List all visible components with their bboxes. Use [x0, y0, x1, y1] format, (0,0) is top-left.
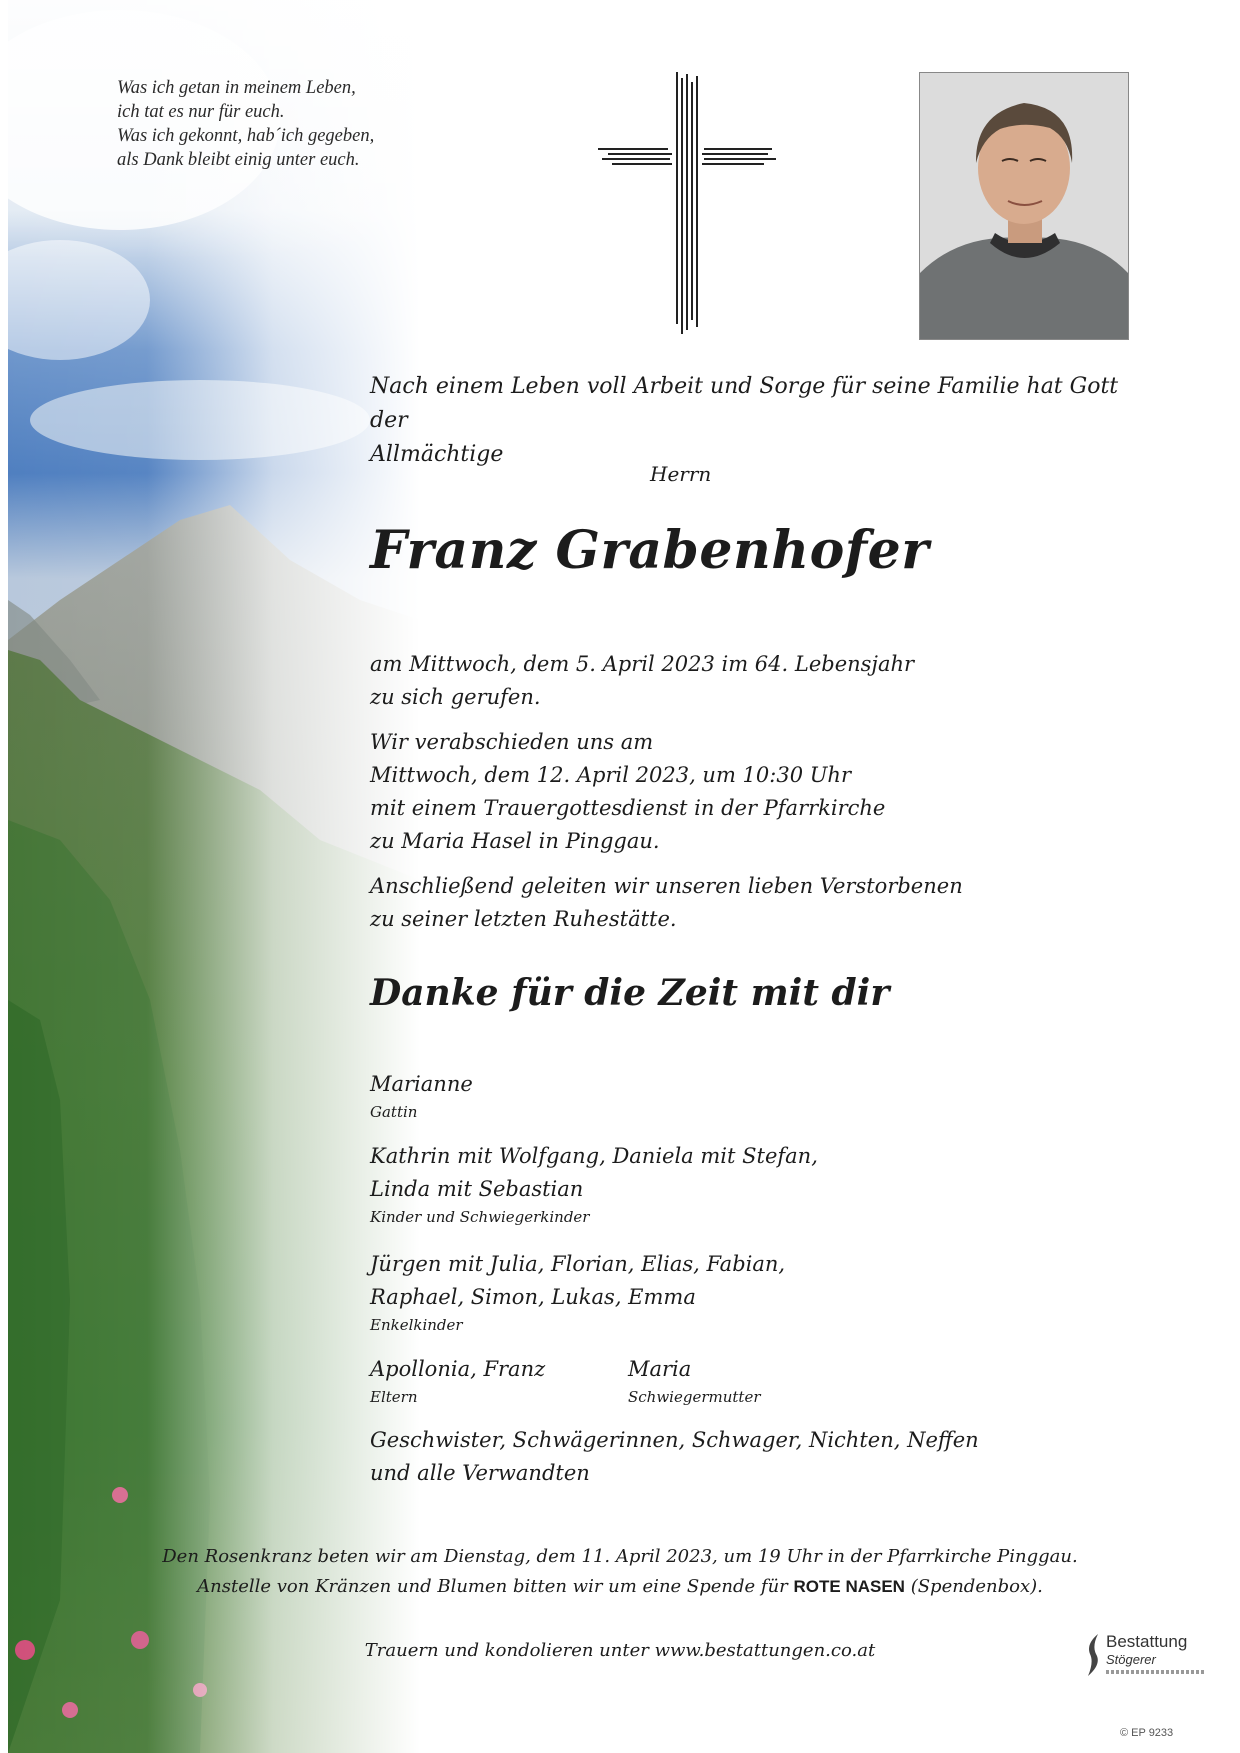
portrait-photo [919, 72, 1129, 340]
farewell-line: Wir verabschieden uns am [370, 730, 654, 754]
mountain-landscape-image [0, 0, 420, 1753]
burial-line: Anschließend geleiten wir unseren lieben Verstorbenen [370, 874, 963, 898]
family-role: Eltern [370, 1388, 418, 1406]
death-line: zu sich gerufen. [370, 685, 541, 709]
family-role: Gattin [370, 1103, 418, 1121]
poem-line: Was ich getan in meinem Leben, [117, 78, 356, 98]
intro-line: Allmächtige [370, 442, 504, 467]
poem [117, 76, 437, 172]
donation-notice [0, 1576, 1240, 1597]
family-names: Linda mit Sebastian [370, 1177, 584, 1201]
burial-line: zu seiner letzten Ruhestätte. [370, 907, 677, 931]
copyright-notice: © EP 9233 [1120, 1727, 1174, 1739]
family-relatives [370, 1424, 1170, 1490]
family-role: Schwiegermutter [628, 1388, 761, 1406]
family-names: Marianne [370, 1072, 473, 1096]
logo-tagline [1106, 1670, 1206, 1674]
family-spouse [370, 1068, 1170, 1123]
family-names: Apollonia, Franz [370, 1357, 546, 1381]
poem-line: als Dank bleibt einig unter euch. [117, 150, 360, 170]
logo-text: Stögerer [1106, 1652, 1156, 1667]
undertaker-logo [1084, 1630, 1204, 1684]
leaf-icon [1084, 1634, 1102, 1676]
family-names: Geschwister, Schwägerinnen, Schwager, Nichten, Neffen [370, 1428, 979, 1452]
farewell-notice [370, 726, 1150, 858]
rosary-notice: Den Rosenkranz beten wir am Dienstag, dem 11. April 2023, um 19 Uhr in der Pfarrkirche Pinggau. [162, 1546, 1078, 1567]
family-names: Raphael, Simon, Lukas, Emma [370, 1285, 696, 1309]
donation-text: (Spendenbox). [904, 1576, 1043, 1597]
family-names: Kathrin mit Wolfgang, Daniela mit Stefan, [370, 1144, 818, 1168]
poem-line: ich tat es nur für euch. [117, 102, 285, 122]
intro-text [370, 370, 1140, 472]
thanks-heading: Danke für die Zeit mit dir [370, 972, 890, 1014]
death-notice [370, 648, 1150, 714]
family-names: Jürgen mit Julia, Florian, Elias, Fabian, [370, 1252, 786, 1276]
burial-notice [370, 870, 1150, 936]
intro-line: Nach einem Leben voll Arbeit und Sorge für seine Familie hat Gott der [370, 374, 1119, 433]
family-parents [370, 1353, 610, 1408]
deceased-name: Franz Grabenhofer [370, 520, 930, 581]
family-role: Kinder und Schwiegerkinder [370, 1208, 590, 1226]
farewell-line: zu Maria Hasel in Pinggau. [370, 829, 660, 853]
donation-organization: ROTE NASEN [793, 1577, 905, 1596]
farewell-line: mit einem Trauergottesdienst in der Pfarrkirche [370, 796, 886, 820]
poem-line: Was ich gekonnt, hab´ich gegeben, [117, 126, 375, 146]
family-names: und alle Verwandten [370, 1461, 590, 1485]
condolence-notice: Trauern und kondolieren unter www.bestattungen.co.at [364, 1640, 876, 1661]
family-names: Maria [628, 1357, 692, 1381]
logo-text: Bestattung [1106, 1632, 1188, 1651]
donation-text: Anstelle von Kränzen und Blumen bitten wir um eine Spende für [197, 1576, 794, 1597]
farewell-line: Mittwoch, dem 12. April 2023, um 10:30 Uhr [370, 763, 852, 787]
family-role: Enkelkinder [370, 1316, 463, 1334]
salutation: Herrn [650, 462, 712, 486]
family-mother-in-law [628, 1353, 928, 1408]
death-line: am Mittwoch, dem 5. April 2023 im 64. Lebensjahr [370, 652, 915, 676]
family-children [370, 1140, 1170, 1228]
cross-icon [598, 72, 776, 334]
family-grandchildren [370, 1248, 1170, 1336]
